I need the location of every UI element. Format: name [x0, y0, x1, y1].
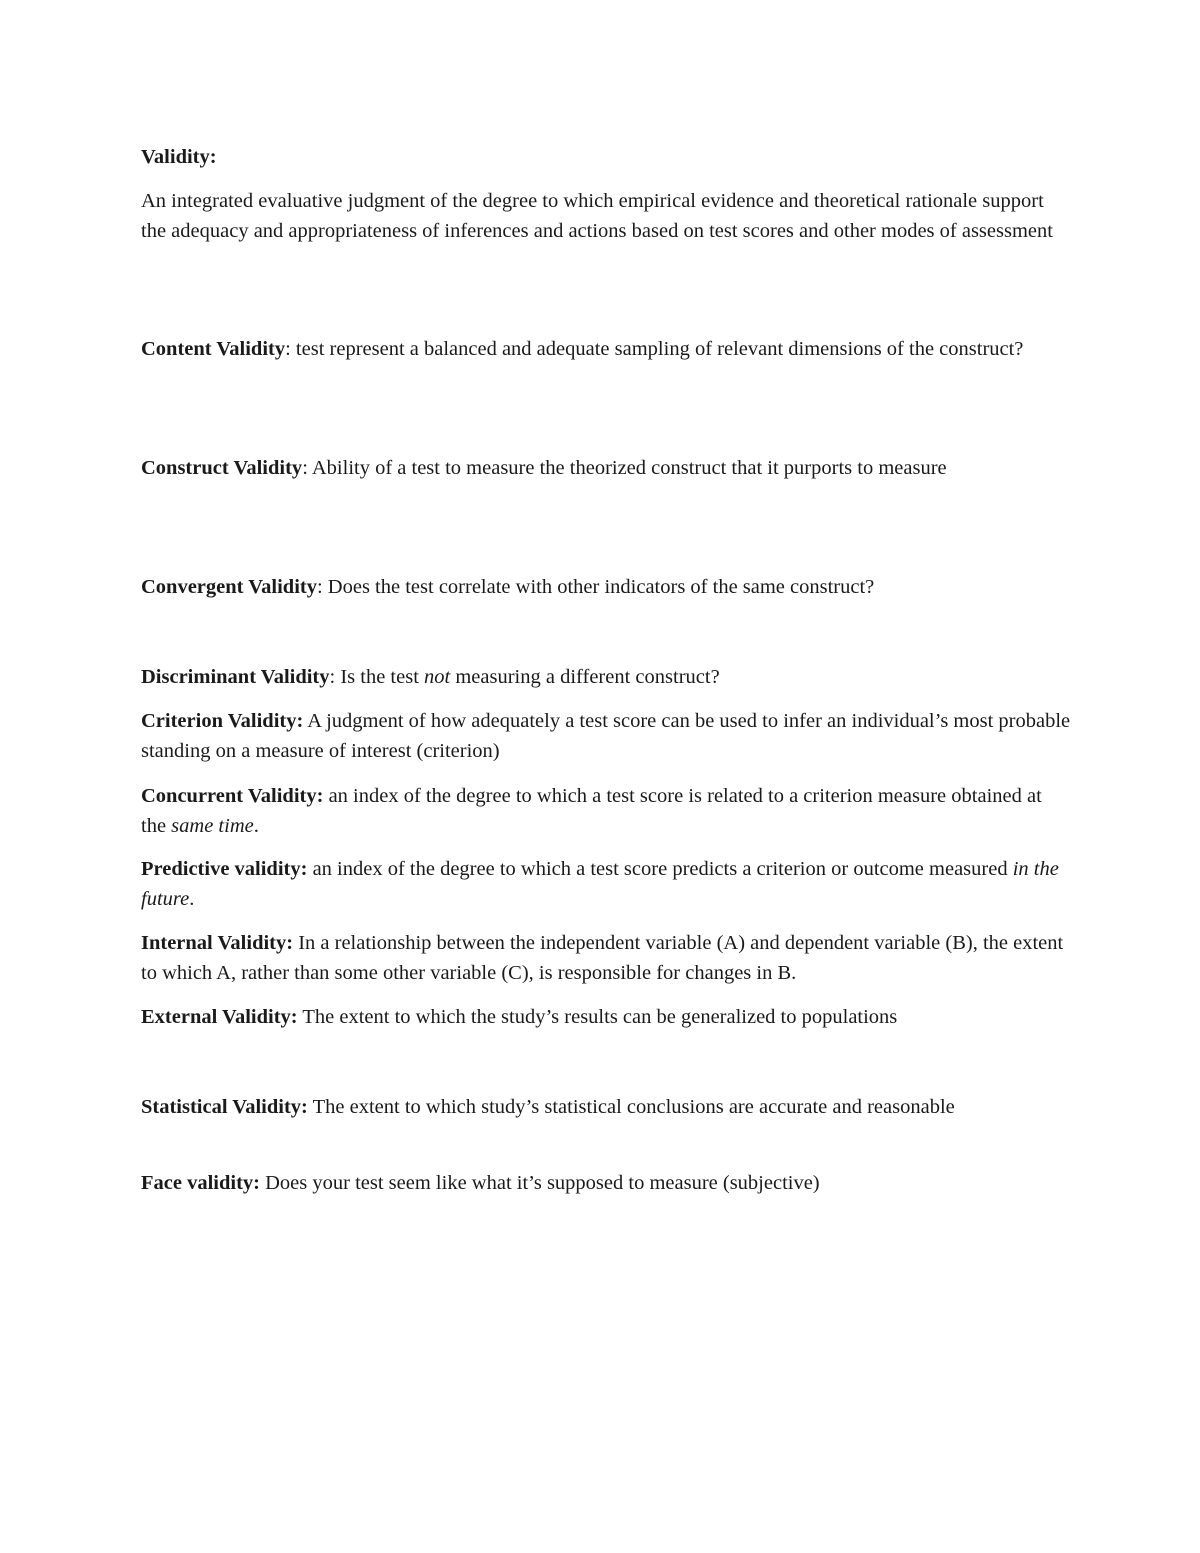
- discriminant-validity-definition-after: measuring a different construct?: [450, 666, 720, 688]
- external-validity-definition: The extent to which the study’s results can be generalized to populations: [297, 1006, 898, 1028]
- convergent-validity-definition: : Does the test correlate with other indicators of the same construct?: [316, 576, 875, 598]
- concurrent-validity-definition-before: an index of the degree to which a test score is related to a criterion measure obtained at the: [141, 785, 1042, 837]
- statistical-validity-definition: The extent to which study’s statistical conclusions are accurate and reasonable: [307, 1096, 955, 1118]
- criterion-validity-entry: [141, 706, 1071, 766]
- concurrent-validity-emphasis: same time: [171, 815, 254, 837]
- construct-validity-entry: [141, 453, 1071, 483]
- construct-validity-term: Construct Validity: [141, 457, 303, 479]
- validity-definition-text: An integrated evaluative judgment of the degree to which empirical evidence and theoretical rationale support the adequacy and appropriateness of inferences and actions based on test scores and other modes of assessment: [141, 190, 1053, 242]
- statistical-validity-term: Statistical Validity:: [141, 1096, 308, 1118]
- content-validity-definition: : test represent a balanced and adequate sampling of relevant dimensions of the construct?: [285, 338, 1024, 360]
- statistical-validity-entry: [141, 1092, 1071, 1122]
- internal-validity-term: Internal Validity:: [141, 932, 294, 954]
- discriminant-validity-entry: [141, 662, 1071, 692]
- criterion-validity-term: Criterion Validity:: [141, 710, 304, 732]
- internal-validity-entry: [141, 928, 1071, 988]
- discriminant-validity-term: Discriminant Validity: [141, 666, 330, 688]
- validity-heading-text: Validity:: [141, 146, 217, 168]
- criterion-validity-definition: A judgment of how adequately a test score can be used to infer an individual’s most probable standing on a measure of interest (criterion): [141, 710, 1071, 762]
- face-validity-term: Face validity:: [141, 1172, 260, 1194]
- internal-validity-definition: In a relationship between the independent variable (A) and dependent variable (B), the extent to which A, rather than some other variable (C), is responsible for changes in B.: [141, 932, 1064, 984]
- concurrent-validity-term: Concurrent Validity:: [141, 785, 324, 807]
- predictive-validity-entry: [141, 854, 1071, 914]
- convergent-validity-entry: [141, 572, 1071, 602]
- validity-definition: [141, 186, 1071, 246]
- predictive-validity-definition-before: an index of the degree to which a test score predicts a criterion or outcome measured: [307, 858, 1013, 880]
- validity-heading: [141, 142, 1071, 172]
- discriminant-validity-emphasis: not: [424, 666, 451, 688]
- convergent-validity-term: Convergent Validity: [141, 576, 317, 598]
- predictive-validity-definition-after: .: [189, 888, 195, 910]
- predictive-validity-term: Predictive validity:: [141, 858, 308, 880]
- predictive-validity-emphasis: in the future: [141, 858, 1059, 910]
- concurrent-validity-entry: [141, 781, 1071, 841]
- discriminant-validity-definition-before: : Is the test: [329, 666, 425, 688]
- content-validity-entry: [141, 334, 1071, 364]
- content-validity-term: Content Validity: [141, 338, 286, 360]
- face-validity-entry: [141, 1168, 1071, 1198]
- concurrent-validity-definition-after: .: [253, 815, 259, 837]
- face-validity-definition: Does your test seem like what it’s supposed to measure (subjective): [260, 1172, 820, 1194]
- construct-validity-definition: : Ability of a test to measure the theorized construct that it purports to measure: [302, 457, 947, 479]
- external-validity-term: External Validity:: [141, 1006, 298, 1028]
- external-validity-entry: [141, 1002, 1071, 1032]
